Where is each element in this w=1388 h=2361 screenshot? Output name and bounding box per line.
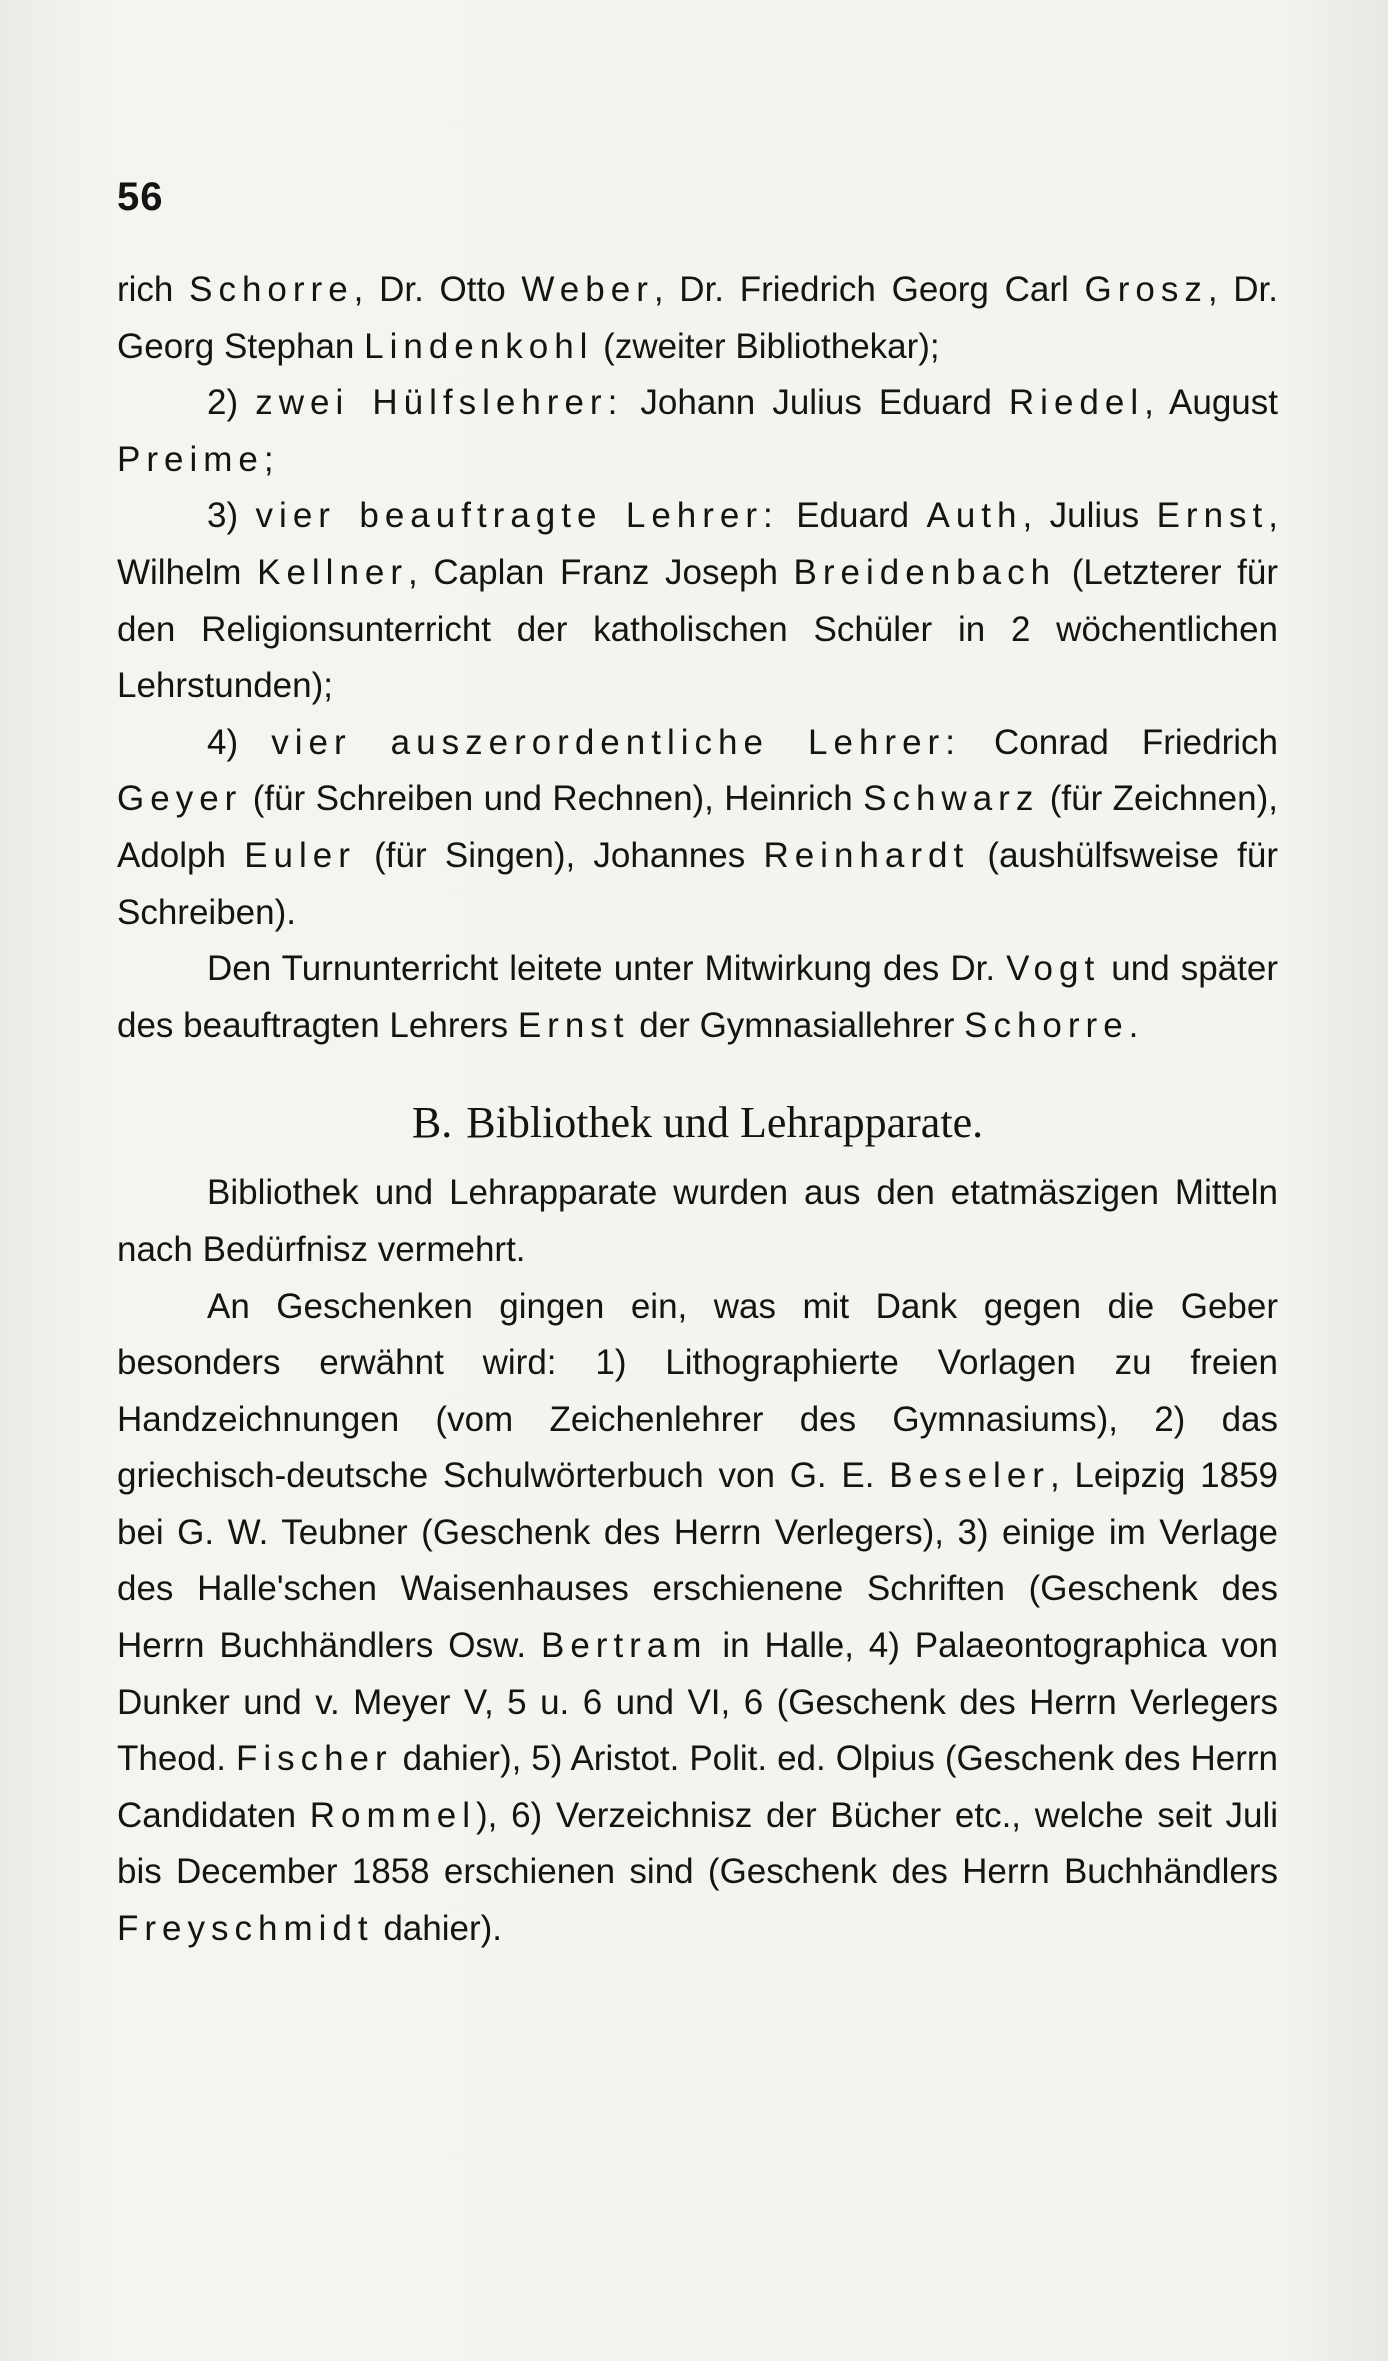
spaced-name: Ernst [1156,496,1269,536]
text-run: ), 6) Verzeichnisz der Bücher etc., welche seit Juli bis December 1858 erschienen sind (Geschenk des Herrn Buchhändlers [117,1795,1278,1892]
text-run: Johann Julius Eduard [623,383,1009,423]
text-run: (Letzterer für den Religionsunterricht der katholischen Schüler in 2 wöchentlichen Lehrstunden); [117,552,1278,706]
text-run: Conrad Friedrich [960,722,1278,762]
text-run: Den Turnunterricht leitete unter Mitwirkung des Dr. [207,949,1007,989]
spaced-heading: vier beauftragte Lehrer: [255,496,779,536]
text-run: 3) [207,496,256,536]
paragraph-donations [117,1279,1278,1958]
text-run: , Julius [1022,496,1157,536]
text-run: , August [1144,383,1278,423]
text-run: , Caplan Franz Joseph [408,552,794,592]
text-run: Eduard [778,496,927,536]
text-run: der Gymnasiallehrer [629,1005,965,1045]
spaced-name: Preime [117,439,264,479]
body-text [117,262,1278,1958]
section-letter: B. [411,1098,453,1148]
text-run: , Dr. Georg Stephan [117,270,1278,366]
spaced-heading: zwei Hülfslehrer: [255,383,624,423]
text-run: rich [117,270,190,309]
paragraph-gymnastics [117,941,1278,1054]
text-run: 4) [207,722,272,762]
spaced-name: Geyer [117,779,243,819]
spaced-name: Schorre [189,270,354,309]
spaced-name: Lindenkohl [364,326,594,366]
spaced-heading: vier auszerordentliche Lehrer: [271,722,961,762]
text-run: , Wilhelm [117,496,1278,592]
spaced-name: Ernst [517,1005,630,1045]
text-run: , Leipzig 1859 bei G. W. Teubner (Geschenk des Herrn Verlegers), 3) einige im Verlage des Halle'schen Waisenhauses erschienene Schriften (Geschenk des Herrn Buchhändlers Osw. [117,1456,1278,1666]
spaced-name: Fischer [235,1739,393,1779]
page-number: 56 [117,175,164,219]
text-run: in Halle, 4) Palaeontographica von Dunker und v. Meyer V, 5 u. 6 und VI, 6 (Geschenk des Herrn Verlegers Theod. [117,1626,1279,1779]
section-heading [117,1087,1278,1159]
text-run: und später des beauftragten Lehrers [117,949,1278,1045]
spaced-name: Reinhardt [763,835,970,875]
section-title: Bibliothek und Lehrapparate. [466,1098,984,1148]
text-run: (zweiter Bibliothekar); [593,326,940,366]
spaced-name: Riedel [1008,383,1145,423]
spaced-name: Bertram [540,1626,708,1666]
paragraph-teachers-continued [117,262,1278,375]
text-run: (aushülfsweise für Schreiben). [117,835,1278,932]
text-run: Bibliothek und Lehrapparate wurden aus den etatmäszigen Mitteln nach Bedürfnisz vermehrt. [117,1173,1278,1269]
paragraph-assistant-teachers [117,375,1278,488]
spaced-name: Schwarz [863,779,1040,819]
paragraph-library-budget [117,1165,1278,1278]
spaced-name: Schorre [964,1005,1129,1045]
text-run: (für Zeichnen), Adolph [117,779,1278,875]
spaced-name: Weber [521,270,654,309]
spaced-name: Kellner [257,552,409,592]
text-run: (für Singen), Johannes [355,835,764,875]
text-run: . [1128,1005,1139,1045]
text-run: (für Schreiben und Rechnen), Heinrich [242,779,864,819]
spaced-name: Beseler [889,1456,1050,1496]
spaced-name: Freyschmidt [117,1909,374,1949]
text-run: dahier). [373,1909,502,1949]
text-run: An Geschenken gingen ein, was mit Dank gegen die Geber besonders erwähnt wird: 1) Lithographierte Vorlagen zu freien Handzeichnungen (vom Zeichenlehrer des Gymnasiums), 2) das griechisch-deutsche Schulwörterbuch von G. E. [117,1286,1278,1496]
text-run: ; [263,439,274,479]
text-run: dahier), 5) Aristot. Polit. ed. Olpius (Geschenk des Herrn Candidaten [117,1739,1278,1835]
paragraph-commissioned-teachers [117,488,1278,714]
text-run: 2) [207,383,256,423]
paragraph-extraordinary-teachers [117,715,1278,941]
text-run: , Dr. Friedrich Georg Carl [653,270,1085,309]
spaced-name: Vogt [1006,949,1101,989]
spaced-name: Breidenbach [793,552,1057,592]
spaced-name: Auth [926,496,1023,536]
text-run: , Dr. Otto [353,270,522,309]
spaced-name: Rommel [309,1795,477,1835]
spaced-name: Euler [244,835,356,875]
spaced-name: Grosz [1084,270,1208,309]
